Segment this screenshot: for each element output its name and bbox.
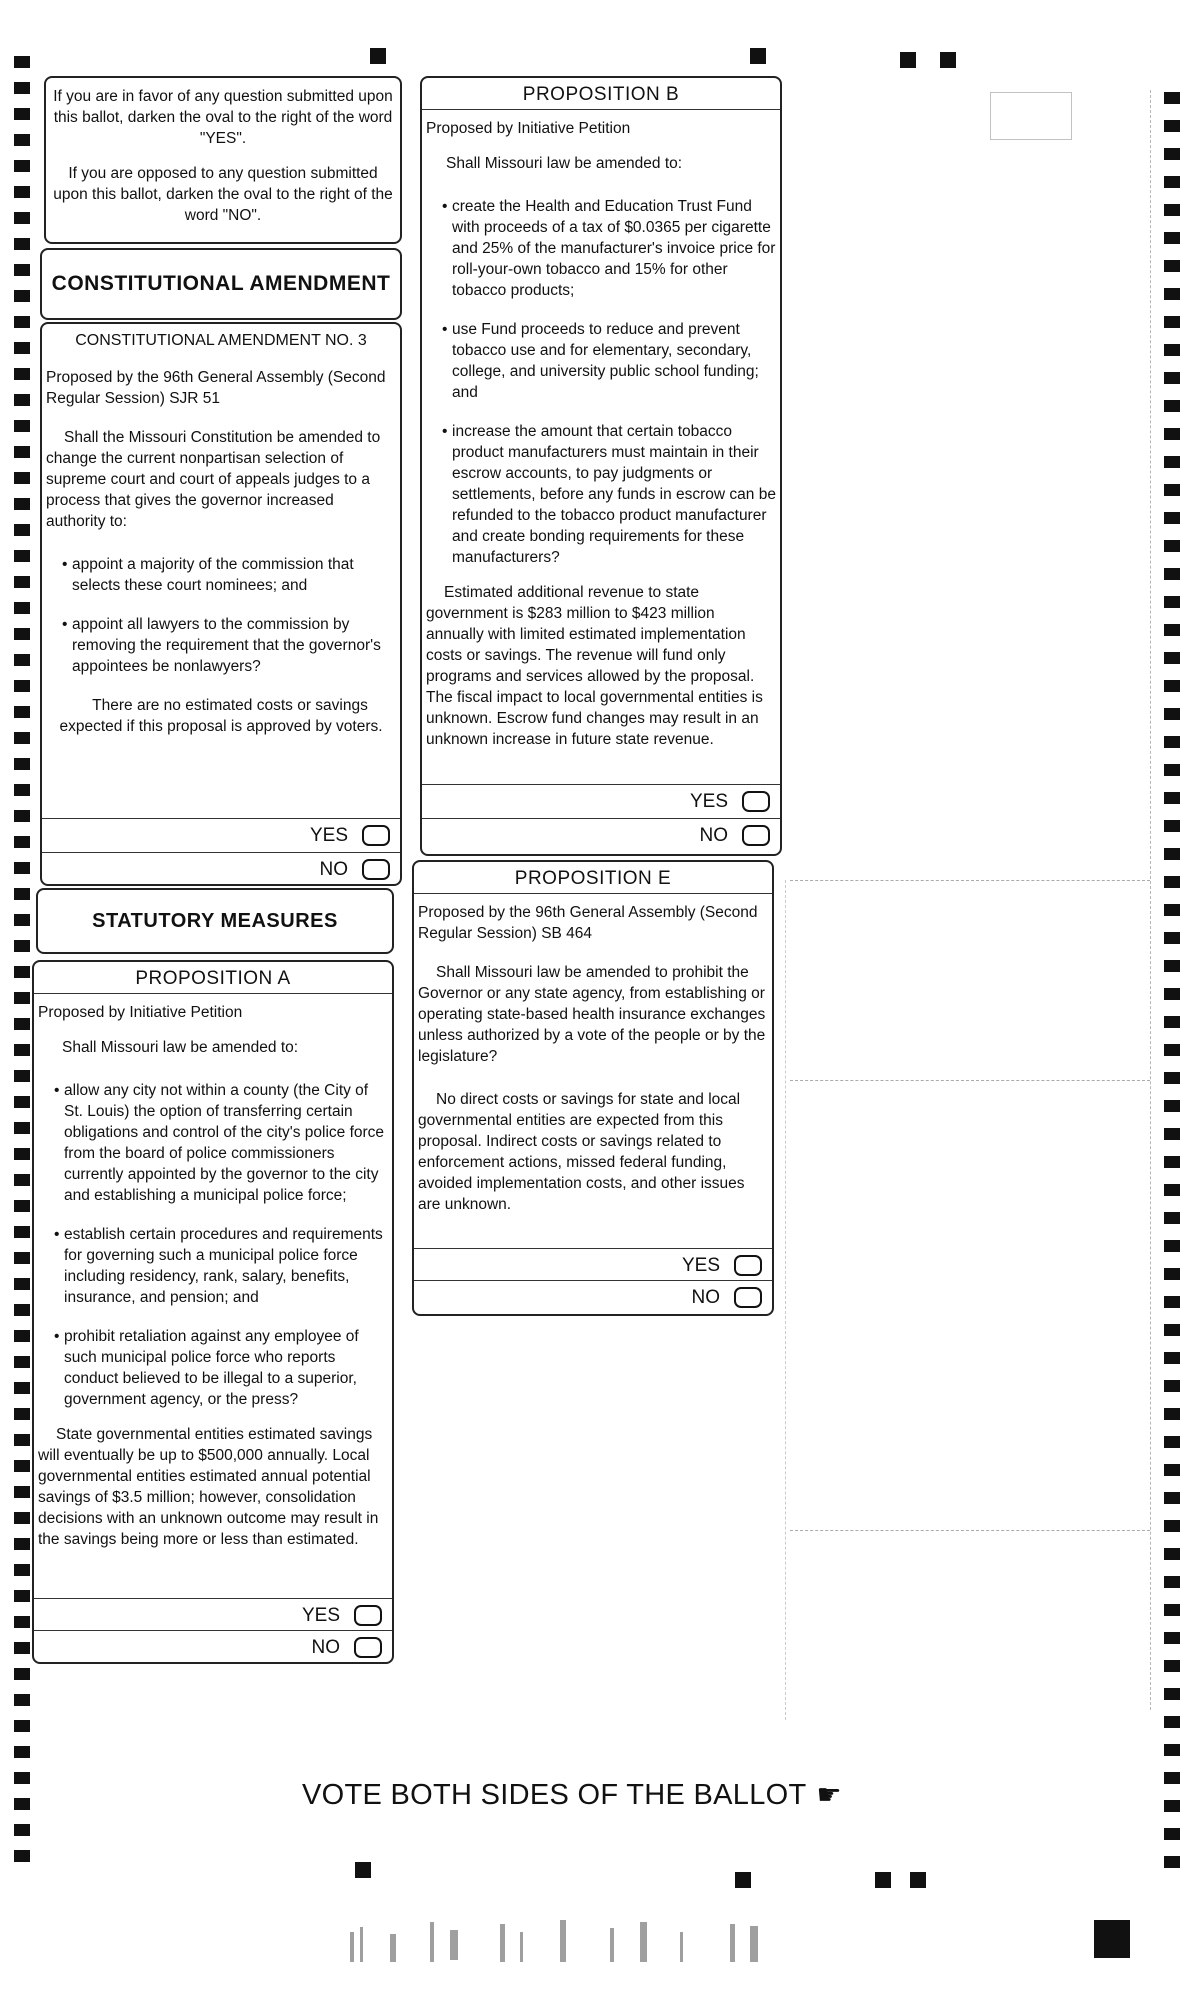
yes-oval[interactable] bbox=[742, 791, 770, 812]
constitutional-amendment-3-box bbox=[40, 322, 402, 886]
timing-mark bbox=[14, 524, 30, 536]
timing-mark bbox=[1164, 1436, 1180, 1448]
timing-mark bbox=[1164, 1772, 1180, 1784]
no-label: NO bbox=[319, 859, 348, 880]
timing-mark bbox=[14, 732, 30, 744]
timing-mark bbox=[14, 1850, 30, 1862]
constitutional-amendment-heading: CONSTITUTIONAL AMENDMENT bbox=[40, 248, 402, 320]
prop-b-yes-row bbox=[422, 784, 780, 818]
timing-mark bbox=[14, 1382, 30, 1394]
ghost-box bbox=[990, 92, 1072, 140]
timing-mark bbox=[875, 1872, 891, 1888]
timing-mark bbox=[1164, 1660, 1180, 1672]
yes-oval[interactable] bbox=[362, 825, 390, 846]
timing-mark bbox=[14, 368, 30, 380]
bottom-barcode bbox=[350, 1912, 790, 1972]
timing-mark bbox=[1164, 820, 1180, 832]
timing-mark bbox=[1164, 1016, 1180, 1028]
timing-mark bbox=[1164, 1492, 1180, 1504]
timing-mark bbox=[14, 1226, 30, 1238]
timing-mark bbox=[14, 862, 30, 874]
timing-mark bbox=[1164, 1212, 1180, 1224]
timing-mark bbox=[1164, 876, 1180, 888]
no-oval[interactable] bbox=[742, 825, 770, 846]
timing-mark bbox=[14, 316, 30, 328]
timing-mark bbox=[14, 1434, 30, 1446]
timing-mark bbox=[1164, 596, 1180, 608]
ghost-rule bbox=[790, 1080, 1150, 1081]
timing-mark bbox=[14, 1538, 30, 1550]
timing-mark bbox=[1164, 988, 1180, 1000]
prop-b-question: Shall Missouri law be amended to: bbox=[446, 155, 683, 172]
timing-mark bbox=[14, 186, 30, 198]
timing-mark bbox=[14, 1148, 30, 1160]
timing-mark bbox=[14, 1512, 30, 1524]
timing-mark bbox=[14, 472, 30, 484]
timing-mark bbox=[14, 290, 30, 302]
prop-b-no-row bbox=[422, 818, 780, 852]
timing-mark bbox=[14, 1174, 30, 1186]
instructions-yes: If you are in favor of any question submitted upon this ballot, darken the oval to the right of the word "YES". bbox=[53, 88, 393, 147]
timing-mark bbox=[14, 550, 30, 562]
timing-mark bbox=[1164, 400, 1180, 412]
timing-mark bbox=[14, 810, 30, 822]
timing-mark bbox=[1164, 792, 1180, 804]
amendment-yes-row bbox=[42, 818, 400, 852]
yes-label: YES bbox=[689, 791, 728, 812]
proposition-e-box bbox=[412, 860, 774, 1316]
timing-mark bbox=[14, 1122, 30, 1134]
prop-e-no-row bbox=[414, 1280, 772, 1314]
timing-mark bbox=[1164, 624, 1180, 636]
timing-mark bbox=[14, 654, 30, 666]
prop-a-proposed-by: Proposed by Initiative Petition bbox=[38, 1004, 243, 1021]
timing-mark bbox=[14, 602, 30, 614]
timing-mark bbox=[910, 1872, 926, 1888]
timing-mark bbox=[1164, 1128, 1180, 1140]
statutory-measures-heading: STATUTORY MEASURES bbox=[36, 888, 394, 954]
timing-mark bbox=[1164, 652, 1180, 664]
timing-mark bbox=[1164, 932, 1180, 944]
timing-mark bbox=[1164, 1464, 1180, 1476]
proposition-a-box bbox=[32, 960, 394, 1664]
timing-mark bbox=[14, 1304, 30, 1316]
prop-b-proposed-by: Proposed by Initiative Petition bbox=[426, 120, 631, 137]
prop-e-yes-row bbox=[414, 1248, 772, 1282]
timing-mark bbox=[940, 52, 956, 68]
timing-mark bbox=[14, 758, 30, 770]
yes-oval[interactable] bbox=[354, 1605, 382, 1626]
timing-mark bbox=[14, 992, 30, 1004]
timing-mark bbox=[14, 1486, 30, 1498]
prop-e-question: Shall Missouri law be amended to prohibit the Governor or any state agency, from establishing or operating state-based health insurance exchanges unless authorized by a vote of the people or by the legislature? bbox=[418, 964, 766, 1065]
timing-mark bbox=[14, 576, 30, 588]
timing-mark bbox=[14, 706, 30, 718]
timing-mark bbox=[14, 1330, 30, 1342]
prop-a-title: PROPOSITION A bbox=[34, 968, 392, 994]
prop-e-proposed-by: Proposed by the 96th General Assembly (Second Regular Session) SB 464 bbox=[418, 904, 758, 942]
prop-a-bullet: • establish certain procedures and requirements for governing such a municipal police force including residency, rank, salary, benefits, insurance, and pension; and bbox=[38, 1224, 388, 1308]
timing-mark bbox=[14, 1408, 30, 1420]
timing-mark bbox=[1164, 1184, 1180, 1196]
timing-mark bbox=[1164, 680, 1180, 692]
timing-mark bbox=[370, 48, 386, 64]
timing-mark bbox=[1164, 1324, 1180, 1336]
timing-mark bbox=[14, 1070, 30, 1082]
prop-e-fiscal: No direct costs or savings for state and local governmental entities are expected from this proposal. Indirect costs or savings related to enforcement actions, missed federal funding, avoided implementation costs, and other issues are unknown. bbox=[418, 1091, 745, 1213]
ghost-column-line bbox=[1150, 90, 1151, 1710]
timing-mark bbox=[1164, 456, 1180, 468]
timing-mark bbox=[14, 888, 30, 900]
timing-mark bbox=[1164, 568, 1180, 580]
timing-mark bbox=[1164, 540, 1180, 552]
timing-mark bbox=[1164, 1604, 1180, 1616]
timing-mark bbox=[14, 1278, 30, 1290]
timing-mark bbox=[14, 1824, 30, 1836]
timing-mark bbox=[14, 1564, 30, 1576]
amendment-title: CONSTITUTIONAL AMENDMENT NO. 3 bbox=[75, 332, 367, 349]
timing-mark bbox=[14, 1668, 30, 1680]
timing-mark bbox=[14, 940, 30, 952]
timing-mark bbox=[1164, 148, 1180, 160]
timing-mark bbox=[1164, 1800, 1180, 1812]
vote-both-sides-notice: VOTE BOTH SIDES OF THE BALLOT ☛ bbox=[302, 1779, 842, 1811]
yes-label: YES bbox=[309, 825, 348, 846]
timing-mark bbox=[14, 1616, 30, 1628]
timing-mark bbox=[14, 1356, 30, 1368]
timing-mark bbox=[14, 1642, 30, 1654]
timing-mark bbox=[14, 394, 30, 406]
amendment-question: Shall the Missouri Constitution be amended to change the current nonpartisan selection of supreme court and court of appeals judges to a process that gives the governor increased authority to: bbox=[46, 429, 381, 530]
timing-mark bbox=[14, 56, 30, 68]
timing-mark bbox=[1164, 1156, 1180, 1168]
timing-mark bbox=[1164, 708, 1180, 720]
timing-mark bbox=[1164, 736, 1180, 748]
amendment-proposed-by: Proposed by the 96th General Assembly (Second Regular Session) SJR 51 bbox=[46, 369, 386, 407]
timing-mark bbox=[14, 342, 30, 354]
proposition-b-box bbox=[420, 76, 782, 856]
prop-b-bullet: • create the Health and Education Trust Fund with proceeds of a tax of $0.0365 per cigarette and 25% of the manufacturer's invoice price for roll-your-own tobacco and 15% for other tobacco products; bbox=[426, 196, 776, 301]
timing-mark bbox=[1164, 1856, 1180, 1868]
prop-b-fiscal: Estimated additional revenue to state government is $283 million to $423 million annually with limited estimated implementation costs or savings. The revenue will fund only programs and services allowed by the proposal. The fiscal impact to local governmental entities is unknown. Escrow fund changes may result in an unknown increase in future state revenue. bbox=[426, 584, 763, 748]
timing-mark bbox=[355, 1862, 371, 1878]
timing-mark bbox=[14, 836, 30, 848]
timing-mark bbox=[750, 48, 766, 64]
timing-mark bbox=[1164, 120, 1180, 132]
timing-mark bbox=[1164, 316, 1180, 328]
prop-a-question: Shall Missouri law be amended to: bbox=[62, 1039, 299, 1056]
timing-mark bbox=[1164, 1576, 1180, 1588]
timing-mark bbox=[1164, 484, 1180, 496]
timing-mark bbox=[1164, 1072, 1180, 1084]
prop-e-title: PROPOSITION E bbox=[414, 868, 772, 894]
prop-a-fiscal: State governmental entities estimated savings will eventually be up to $500,000 annually. Local governmental entities estimated annual potential savings of $3.5 million; however, consolidation decisions with an unknown outcome may result in the savings being more or less than estimated. bbox=[38, 1426, 379, 1548]
timing-mark bbox=[14, 446, 30, 458]
no-label: NO bbox=[699, 825, 728, 846]
no-label: NO bbox=[311, 1637, 340, 1658]
corner-mark bbox=[1094, 1920, 1130, 1958]
timing-mark bbox=[14, 1200, 30, 1212]
timing-mark bbox=[14, 1720, 30, 1732]
timing-mark bbox=[1164, 1408, 1180, 1420]
yes-oval[interactable] bbox=[734, 1255, 762, 1276]
timing-mark bbox=[1164, 288, 1180, 300]
no-label: NO bbox=[691, 1287, 720, 1308]
timing-mark bbox=[1164, 1380, 1180, 1392]
timing-mark bbox=[735, 1872, 751, 1888]
no-oval[interactable] bbox=[734, 1287, 762, 1308]
timing-mark bbox=[14, 160, 30, 172]
timing-mark bbox=[14, 1590, 30, 1602]
prop-a-yes-row bbox=[34, 1598, 392, 1632]
timing-mark bbox=[14, 420, 30, 432]
timing-mark bbox=[1164, 1296, 1180, 1308]
timing-mark bbox=[14, 628, 30, 640]
timing-mark bbox=[14, 238, 30, 250]
prop-b-bullet: • increase the amount that certain tobacco product manufacturers must maintain in their escrow accounts, to pay judgments or settlements, before any funds in escrow can be refunded to the tobacco product manufacturer and create bonding requirements for these manufacturers? bbox=[426, 421, 776, 568]
prop-a-no-row bbox=[34, 1630, 392, 1664]
timing-mark bbox=[1164, 904, 1180, 916]
timing-mark bbox=[14, 134, 30, 146]
ghost-rule bbox=[790, 1530, 1150, 1531]
timing-mark bbox=[1164, 1828, 1180, 1840]
amendment-bullet: • appoint all lawyers to the commission by removing the requirement that the governor's appointees be nonlawyers? bbox=[46, 614, 396, 677]
timing-mark bbox=[1164, 960, 1180, 972]
yes-label: YES bbox=[301, 1605, 340, 1626]
timing-mark bbox=[1164, 204, 1180, 216]
timing-mark bbox=[1164, 512, 1180, 524]
timing-mark bbox=[14, 82, 30, 94]
timing-mark bbox=[14, 498, 30, 510]
prop-a-bullet: • prohibit retaliation against any employee of such municipal police force who reports conduct believed to be illegal to a superior, government agency, or the press? bbox=[38, 1326, 388, 1410]
instructions-no: If you are opposed to any question submitted upon this ballot, darken the oval to the right of the word "NO". bbox=[53, 165, 393, 224]
no-oval[interactable] bbox=[354, 1637, 382, 1658]
timing-mark bbox=[1164, 1632, 1180, 1644]
timing-mark bbox=[1164, 1744, 1180, 1756]
timing-mark bbox=[1164, 260, 1180, 272]
timing-mark bbox=[14, 264, 30, 276]
timing-mark bbox=[1164, 1044, 1180, 1056]
amendment-bullet: • appoint a majority of the commission that selects these court nominees; and bbox=[46, 554, 396, 596]
timing-mark bbox=[14, 1460, 30, 1472]
timing-mark bbox=[14, 1694, 30, 1706]
no-oval[interactable] bbox=[362, 859, 390, 880]
timing-mark bbox=[14, 966, 30, 978]
timing-mark bbox=[1164, 1352, 1180, 1364]
timing-mark bbox=[14, 1746, 30, 1758]
amendment-no-row bbox=[42, 852, 400, 886]
prop-b-bullet: • use Fund proceeds to reduce and prevent tobacco use and for elementary, secondary, college, and university public school funding; and bbox=[426, 319, 776, 403]
timing-mark bbox=[1164, 344, 1180, 356]
timing-mark bbox=[14, 1018, 30, 1030]
timing-mark bbox=[1164, 176, 1180, 188]
timing-mark bbox=[1164, 1520, 1180, 1532]
pointing-hand-icon: ☛ bbox=[816, 1779, 842, 1810]
timing-mark bbox=[14, 1044, 30, 1056]
timing-mark bbox=[1164, 1716, 1180, 1728]
timing-mark bbox=[1164, 848, 1180, 860]
timing-mark bbox=[14, 914, 30, 926]
timing-mark bbox=[14, 1772, 30, 1784]
timing-mark bbox=[14, 680, 30, 692]
timing-mark bbox=[14, 784, 30, 796]
timing-mark bbox=[1164, 232, 1180, 244]
timing-mark bbox=[900, 52, 916, 68]
timing-mark bbox=[14, 1798, 30, 1810]
timing-mark bbox=[1164, 1548, 1180, 1560]
timing-mark bbox=[1164, 1268, 1180, 1280]
timing-mark bbox=[14, 212, 30, 224]
prop-b-title: PROPOSITION B bbox=[422, 84, 780, 110]
timing-mark bbox=[14, 1096, 30, 1108]
instructions-box bbox=[44, 76, 402, 244]
timing-mark bbox=[14, 1252, 30, 1264]
timing-mark bbox=[1164, 372, 1180, 384]
ghost-rule bbox=[790, 880, 1150, 881]
timing-mark bbox=[1164, 1688, 1180, 1700]
yes-label: YES bbox=[681, 1255, 720, 1276]
timing-mark bbox=[1164, 428, 1180, 440]
timing-mark bbox=[14, 108, 30, 120]
prop-a-bullet: • allow any city not within a county (the City of St. Louis) the option of transferring certain obligations and control of the city's police force from the board of police commissioners currently appointed by the governor to the city and establishing a municipal police force; bbox=[38, 1080, 388, 1206]
amendment-fiscal: There are no estimated costs or savings expected if this proposal is approved by voters. bbox=[59, 697, 383, 735]
timing-mark bbox=[1164, 1240, 1180, 1252]
timing-mark bbox=[1164, 92, 1180, 104]
ghost-column-line bbox=[785, 880, 786, 1720]
timing-mark bbox=[1164, 1100, 1180, 1112]
timing-mark bbox=[1164, 764, 1180, 776]
